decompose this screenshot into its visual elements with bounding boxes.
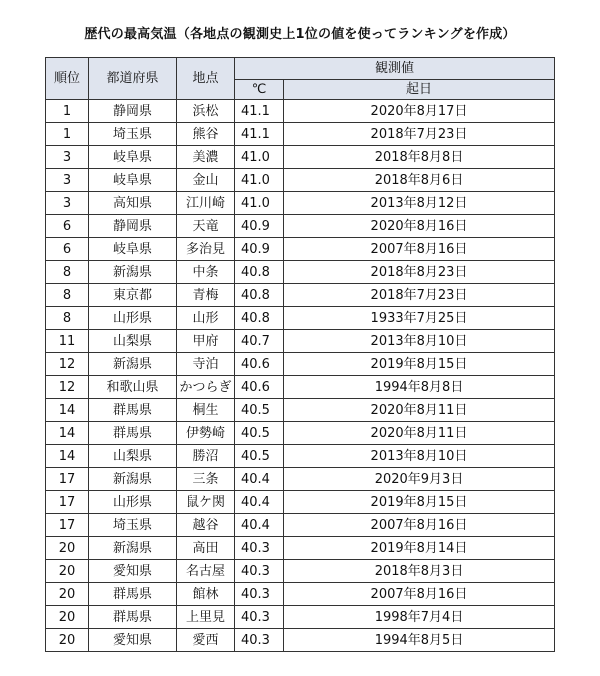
- cell-rank: 20: [46, 537, 89, 560]
- cell-date: 2018年7月23日: [284, 284, 555, 307]
- cell-prefecture: 山梨県: [89, 445, 177, 468]
- cell-location: 中条: [177, 261, 235, 284]
- cell-date: 2019年8月14日: [284, 537, 555, 560]
- cell-temperature: 40.3: [235, 560, 284, 583]
- cell-rank: 3: [46, 169, 89, 192]
- cell-temperature: 40.4: [235, 514, 284, 537]
- cell-temperature: 40.8: [235, 261, 284, 284]
- cell-location: 浜松: [177, 100, 235, 123]
- cell-temperature: 41.0: [235, 146, 284, 169]
- cell-prefecture: 埼玉県: [89, 123, 177, 146]
- cell-date: 2019年8月15日: [284, 491, 555, 514]
- table-row: [46, 123, 555, 146]
- cell-location: 勝沼: [177, 445, 235, 468]
- cell-rank: 3: [46, 192, 89, 215]
- cell-rank: 12: [46, 353, 89, 376]
- cell-temperature: 40.5: [235, 399, 284, 422]
- table-row: [46, 376, 555, 399]
- cell-location: 江川崎: [177, 192, 235, 215]
- table-row: [46, 445, 555, 468]
- cell-prefecture: 新潟県: [89, 537, 177, 560]
- cell-location: 高田: [177, 537, 235, 560]
- cell-temperature: 40.3: [235, 629, 284, 652]
- cell-date: 2018年8月23日: [284, 261, 555, 284]
- cell-prefecture: 埼玉県: [89, 514, 177, 537]
- table-row: [46, 537, 555, 560]
- cell-temperature: 40.3: [235, 537, 284, 560]
- cell-location: 熊谷: [177, 123, 235, 146]
- cell-rank: 6: [46, 238, 89, 261]
- cell-location: 寺泊: [177, 353, 235, 376]
- cell-rank: 1: [46, 100, 89, 123]
- cell-location: 鼠ケ関: [177, 491, 235, 514]
- cell-prefecture: 群馬県: [89, 399, 177, 422]
- cell-date: 2019年8月15日: [284, 353, 555, 376]
- cell-location: 美濃: [177, 146, 235, 169]
- cell-date: 2020年8月11日: [284, 399, 555, 422]
- cell-rank: 17: [46, 491, 89, 514]
- cell-location: 山形: [177, 307, 235, 330]
- cell-rank: 11: [46, 330, 89, 353]
- header-location: 地点: [177, 58, 235, 100]
- cell-prefecture: 高知県: [89, 192, 177, 215]
- cell-date: 1994年8月5日: [284, 629, 555, 652]
- table-row: [46, 192, 555, 215]
- cell-temperature: 41.1: [235, 100, 284, 123]
- cell-location: 金山: [177, 169, 235, 192]
- cell-prefecture: 新潟県: [89, 468, 177, 491]
- cell-date: 2020年9月3日: [284, 468, 555, 491]
- cell-prefecture: 群馬県: [89, 422, 177, 445]
- cell-location: 愛西: [177, 629, 235, 652]
- cell-location: かつらぎ: [177, 376, 235, 399]
- cell-prefecture: 愛知県: [89, 629, 177, 652]
- cell-date: 2018年8月6日: [284, 169, 555, 192]
- cell-date: 2007年8月16日: [284, 238, 555, 261]
- cell-prefecture: 和歌山県: [89, 376, 177, 399]
- cell-rank: 3: [46, 146, 89, 169]
- cell-rank: 17: [46, 514, 89, 537]
- cell-date: 2013年8月10日: [284, 445, 555, 468]
- cell-rank: 8: [46, 284, 89, 307]
- cell-prefecture: 愛知県: [89, 560, 177, 583]
- cell-rank: 8: [46, 307, 89, 330]
- table-row: [46, 307, 555, 330]
- cell-rank: 14: [46, 445, 89, 468]
- cell-location: 甲府: [177, 330, 235, 353]
- cell-location: 越谷: [177, 514, 235, 537]
- cell-prefecture: 群馬県: [89, 583, 177, 606]
- header-unit: ℃: [235, 80, 284, 100]
- page-title: 歴代の最高気温（各地点の観測史上1位の値を使ってランキングを作成）: [84, 27, 516, 42]
- cell-rank: 20: [46, 606, 89, 629]
- cell-location: 館林: [177, 583, 235, 606]
- cell-rank: 17: [46, 468, 89, 491]
- cell-prefecture: 新潟県: [89, 261, 177, 284]
- header-prefecture: 都道府県: [89, 58, 177, 100]
- table-row: [46, 330, 555, 353]
- table-row: [46, 146, 555, 169]
- header-rank: 順位: [46, 58, 89, 100]
- cell-location: 多治見: [177, 238, 235, 261]
- cell-rank: 20: [46, 629, 89, 652]
- cell-location: 天竜: [177, 215, 235, 238]
- cell-date: 1994年8月8日: [284, 376, 555, 399]
- cell-rank: 14: [46, 399, 89, 422]
- cell-temperature: 40.4: [235, 468, 284, 491]
- cell-temperature: 40.4: [235, 491, 284, 514]
- cell-location: 名古屋: [177, 560, 235, 583]
- cell-temperature: 40.6: [235, 376, 284, 399]
- table-row: [46, 629, 555, 652]
- table-row: [46, 284, 555, 307]
- cell-prefecture: 新潟県: [89, 353, 177, 376]
- cell-temperature: 40.5: [235, 422, 284, 445]
- cell-date: 2018年8月8日: [284, 146, 555, 169]
- table-body: [46, 100, 555, 652]
- header-observed: 観測値: [235, 58, 555, 80]
- cell-temperature: 40.8: [235, 284, 284, 307]
- cell-date: 2018年8月3日: [284, 560, 555, 583]
- cell-prefecture: 群馬県: [89, 606, 177, 629]
- cell-date: 2020年8月17日: [284, 100, 555, 123]
- cell-temperature: 40.7: [235, 330, 284, 353]
- header-date: 起日: [284, 80, 555, 100]
- temperature-ranking-table: [45, 57, 555, 652]
- cell-temperature: 40.3: [235, 583, 284, 606]
- table-row: [46, 100, 555, 123]
- cell-prefecture: 静岡県: [89, 100, 177, 123]
- cell-prefecture: 山形県: [89, 491, 177, 514]
- table-row: [46, 422, 555, 445]
- cell-rank: 12: [46, 376, 89, 399]
- table-row: [46, 606, 555, 629]
- cell-temperature: 40.8: [235, 307, 284, 330]
- cell-rank: 8: [46, 261, 89, 284]
- table-row: [46, 468, 555, 491]
- cell-rank: 1: [46, 123, 89, 146]
- cell-prefecture: 岐阜県: [89, 146, 177, 169]
- cell-temperature: 40.3: [235, 606, 284, 629]
- cell-date: 2013年8月12日: [284, 192, 555, 215]
- cell-date: 2007年8月16日: [284, 514, 555, 537]
- cell-date: 2018年7月23日: [284, 123, 555, 146]
- cell-date: 2020年8月11日: [284, 422, 555, 445]
- cell-temperature: 40.9: [235, 238, 284, 261]
- table-row: [46, 353, 555, 376]
- cell-prefecture: 山梨県: [89, 330, 177, 353]
- table-row: [46, 560, 555, 583]
- cell-rank: 20: [46, 560, 89, 583]
- cell-temperature: 41.0: [235, 169, 284, 192]
- cell-prefecture: 岐阜県: [89, 238, 177, 261]
- cell-location: 上里見: [177, 606, 235, 629]
- cell-prefecture: 岐阜県: [89, 169, 177, 192]
- table-row: [46, 583, 555, 606]
- table-row: [46, 215, 555, 238]
- table-row: [46, 491, 555, 514]
- cell-temperature: 40.5: [235, 445, 284, 468]
- cell-date: 2013年8月10日: [284, 330, 555, 353]
- cell-prefecture: 静岡県: [89, 215, 177, 238]
- table-row: [46, 238, 555, 261]
- cell-date: 2007年8月16日: [284, 583, 555, 606]
- table-row: [46, 399, 555, 422]
- table-row: [46, 169, 555, 192]
- cell-location: 桐生: [177, 399, 235, 422]
- cell-prefecture: 東京都: [89, 284, 177, 307]
- cell-date: 1998年7月4日: [284, 606, 555, 629]
- table-row: [46, 514, 555, 537]
- cell-rank: 20: [46, 583, 89, 606]
- cell-date: 2020年8月16日: [284, 215, 555, 238]
- cell-date: 1933年7月25日: [284, 307, 555, 330]
- cell-temperature: 41.0: [235, 192, 284, 215]
- cell-temperature: 41.1: [235, 123, 284, 146]
- cell-rank: 6: [46, 215, 89, 238]
- cell-temperature: 40.9: [235, 215, 284, 238]
- cell-location: 伊勢崎: [177, 422, 235, 445]
- cell-location: 三条: [177, 468, 235, 491]
- cell-temperature: 40.6: [235, 353, 284, 376]
- cell-rank: 14: [46, 422, 89, 445]
- cell-location: 青梅: [177, 284, 235, 307]
- table-row: [46, 261, 555, 284]
- cell-prefecture: 山形県: [89, 307, 177, 330]
